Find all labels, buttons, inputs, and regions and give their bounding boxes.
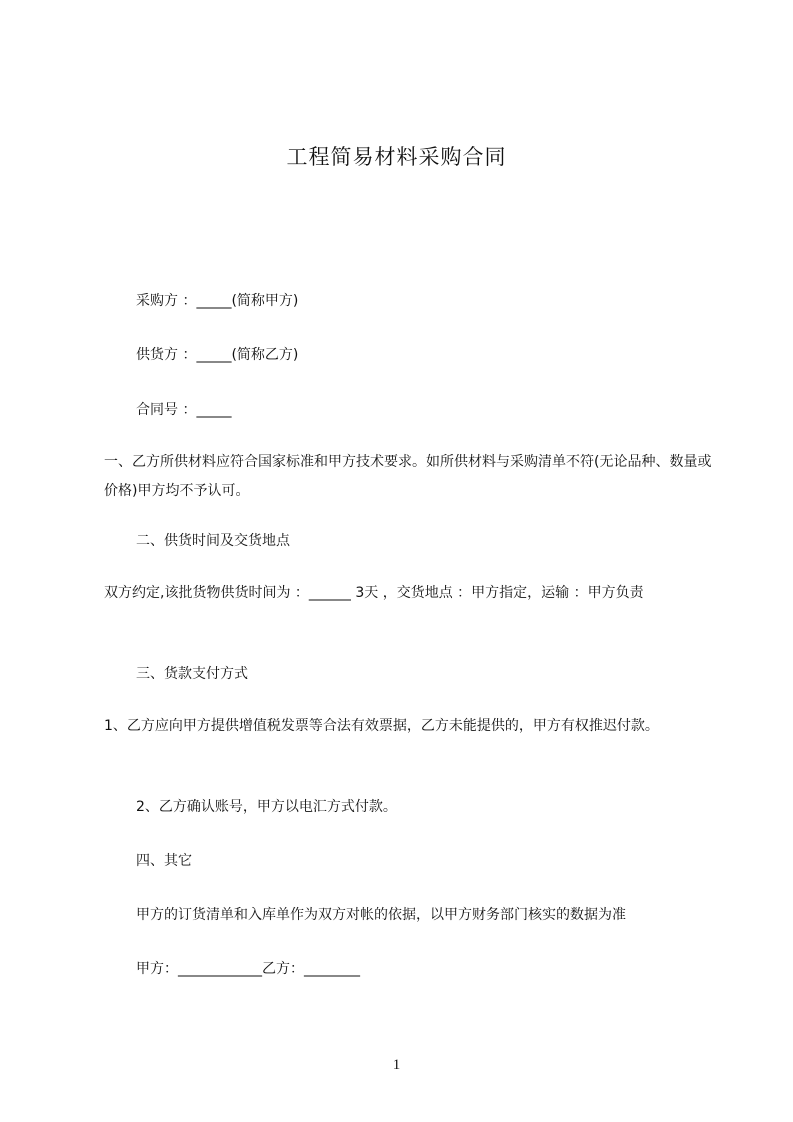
section-3-heading: 三、货款支付方式 — [136, 666, 248, 682]
section-4-paragraph: 甲方的订货清单和入库单作为双方对帐的依据，以甲方财务部门核实的数据为准 — [136, 907, 626, 923]
document-title: 工程简易材料采购合同 — [286, 145, 507, 169]
section-4-heading: 四、其它 — [136, 853, 192, 869]
contract-number-line: 合同号 ：_____ — [136, 402, 232, 418]
clause-1-paragraph: 一、乙方所供材料应符合国家标准和甲方技术要求。如所供材料与采购清单不符(无论品种、数量或价格)甲方均不予认可。 — [104, 454, 712, 499]
supplier-line: 供货方 ：_____(简称乙方) — [136, 347, 299, 363]
section-3-item-2: 2、乙方确认账号，甲方以电汇方式付款。 — [136, 799, 397, 815]
signature-line: 甲方：____________乙方：________ — [136, 961, 360, 977]
section-2-heading: 二、供货时间及交货地点 — [136, 533, 290, 549]
buyer-line: 采购方 ：_____(简称甲方) — [136, 293, 299, 309]
section-2-paragraph: 双方约定,该批货物供货时间为 ：______ 3天 ，交货地点 ：甲方指定，运输 ：甲方负责 — [104, 585, 644, 601]
page-number: 1 — [392, 1057, 401, 1073]
section-3-item-1: 1、乙方应向甲方提供增值税发票等合法有效票据，乙方未能提供的，甲方有权推迟付款。 — [104, 718, 659, 734]
